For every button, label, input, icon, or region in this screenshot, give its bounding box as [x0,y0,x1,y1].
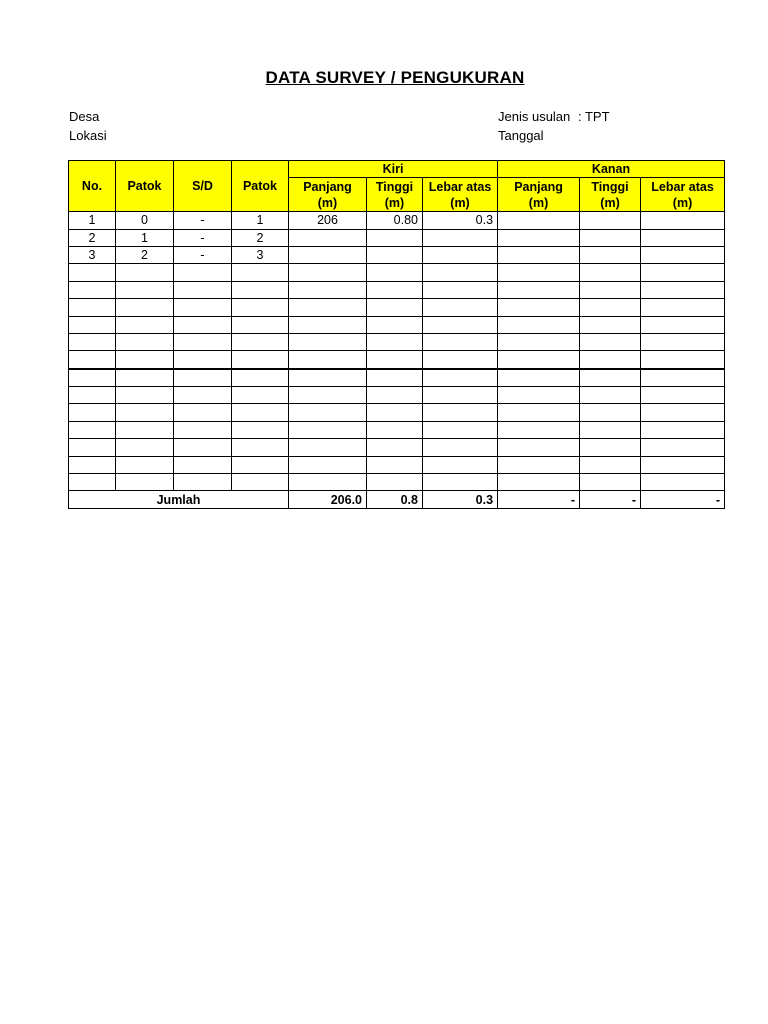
empty-cell [641,474,725,491]
empty-cell [641,404,725,421]
cell-patok-to: 3 [232,246,289,263]
table-row [69,281,725,298]
total-kanan-tinggi: - [580,491,641,508]
empty-cell [498,299,580,316]
empty-cell [498,333,580,350]
empty-cell [580,439,641,456]
empty-cell [69,404,116,421]
empty-cell [367,281,423,298]
cell-kiri-tinggi: 0.80 [367,212,423,229]
total-kiri-tinggi: 0.8 [367,491,423,508]
empty-cell [423,281,498,298]
empty-cell [641,439,725,456]
empty-cell [116,281,174,298]
header-kiri-tinggi: Tinggi [367,178,423,195]
empty-cell [498,421,580,438]
empty-rows [69,264,725,491]
empty-cell [69,316,116,333]
table-row [69,299,725,316]
header-sd: S/D [174,161,232,212]
cell-kiri-lebar: 0.3 [423,212,498,229]
empty-cell [116,404,174,421]
empty-cell [423,351,498,369]
empty-cell [174,281,232,298]
empty-cell [498,316,580,333]
total-kanan-lebar: - [641,491,725,508]
empty-cell [69,439,116,456]
cell-sd: - [174,229,232,246]
document-title: DATA SURVEY / PENGUKURAN [265,68,525,87]
empty-cell [174,474,232,491]
cell-kiri-tinggi [367,246,423,263]
empty-cell [116,264,174,281]
header-kiri-panjang: Panjang [289,178,367,195]
empty-cell [367,439,423,456]
header-no: No. [69,161,116,212]
cell-kanan-lebar [641,246,725,263]
total-kiri-panjang: 206.0 [289,491,367,508]
header-kiri: Kiri [289,161,498,178]
empty-cell [174,456,232,473]
jenis-usulan-value: : TPT [578,109,610,124]
empty-cell [580,281,641,298]
header-kiri-lebar: Lebar atas [423,178,498,195]
lokasi-label: Lokasi [69,128,107,143]
empty-cell [116,387,174,404]
empty-cell [289,351,367,369]
jenis-usulan-label: Jenis usulan [498,109,571,124]
empty-cell [580,404,641,421]
empty-cell [174,439,232,456]
empty-cell [232,264,289,281]
empty-cell [367,387,423,404]
survey-table-body [69,212,725,264]
empty-cell [641,421,725,438]
empty-cell [289,264,367,281]
cell-kanan-tinggi [580,229,641,246]
empty-cell [641,333,725,350]
empty-cell [116,439,174,456]
table-row [69,333,725,350]
empty-cell [580,474,641,491]
empty-cell [69,264,116,281]
empty-cell [232,421,289,438]
cell-kiri-panjang [289,229,367,246]
empty-cell [367,299,423,316]
cell-sd: - [174,246,232,263]
cell-kiri-lebar [423,246,498,263]
table-row [69,421,725,438]
empty-cell [580,421,641,438]
empty-cell [69,421,116,438]
empty-cell [289,421,367,438]
empty-cell [580,316,641,333]
empty-cell [580,369,641,387]
meta-left [69,107,107,145]
empty-cell [69,474,116,491]
header-kiri-panjang-unit: (m) [289,195,367,212]
empty-cell [116,474,174,491]
header-kanan-panjang-unit: (m) [498,195,580,212]
empty-cell [289,439,367,456]
empty-cell [580,264,641,281]
total-kanan-panjang: - [498,491,580,508]
cell-kanan-panjang [498,246,580,263]
cell-kanan-lebar [641,229,725,246]
empty-cell [289,333,367,350]
empty-cell [289,299,367,316]
empty-cell [580,456,641,473]
empty-cell [367,421,423,438]
empty-cell [641,369,725,387]
empty-cell [116,316,174,333]
empty-cell [69,351,116,369]
empty-cell [69,281,116,298]
header-kanan-lebar: Lebar atas [641,178,725,195]
empty-cell [232,439,289,456]
table-row [69,229,725,246]
empty-cell [232,474,289,491]
empty-cell [641,456,725,473]
empty-cell [423,316,498,333]
empty-cell [641,299,725,316]
table-row [69,351,725,369]
empty-cell [232,456,289,473]
empty-cell [580,299,641,316]
header-kanan-tinggi: Tinggi [580,178,641,195]
empty-cell [423,387,498,404]
empty-cell [116,333,174,350]
cell-patok-from: 1 [116,229,174,246]
empty-cell [69,369,116,387]
empty-cell [423,369,498,387]
header-kiri-lebar-unit: (m) [423,195,498,212]
empty-cell [423,474,498,491]
empty-cell [498,456,580,473]
cell-patok-from: 2 [116,246,174,263]
empty-cell [423,299,498,316]
empty-cell [423,439,498,456]
cell-kiri-panjang: 206 [289,212,367,229]
empty-cell [232,333,289,350]
empty-cell [174,299,232,316]
total-label: Jumlah [69,491,289,508]
empty-cell [423,404,498,421]
survey-table-footer [69,491,725,508]
header-patok-from: Patok [116,161,174,212]
table-row [69,439,725,456]
header-kanan-tinggi-unit: (m) [580,195,641,212]
tanggal-label: Tanggal [498,128,544,143]
empty-cell [289,404,367,421]
cell-kiri-lebar [423,229,498,246]
empty-cell [174,333,232,350]
empty-cell [498,387,580,404]
total-row [69,491,725,508]
empty-cell [69,456,116,473]
empty-cell [116,456,174,473]
cell-patok-to: 1 [232,212,289,229]
empty-cell [174,369,232,387]
empty-cell [641,264,725,281]
cell-kiri-panjang [289,246,367,263]
empty-cell [367,351,423,369]
empty-cell [498,404,580,421]
empty-cell [367,474,423,491]
empty-cell [289,474,367,491]
survey-table [68,160,725,509]
empty-cell [116,299,174,316]
empty-cell [498,369,580,387]
empty-cell [367,316,423,333]
empty-cell [232,351,289,369]
cell-patok-to: 2 [232,229,289,246]
header-kanan-lebar-unit: (m) [641,195,725,212]
cell-sd: - [174,212,232,229]
empty-cell [423,421,498,438]
empty-cell [367,264,423,281]
empty-cell [69,299,116,316]
header-patok-to: Patok [232,161,289,212]
empty-cell [174,316,232,333]
table-row [69,316,725,333]
empty-cell [367,456,423,473]
empty-cell [498,281,580,298]
header-kiri-tinggi-unit: (m) [367,195,423,212]
empty-cell [232,387,289,404]
empty-cell [580,387,641,404]
empty-cell [498,264,580,281]
table-row [69,369,725,387]
cell-no: 2 [69,229,116,246]
cell-kanan-tinggi [580,212,641,229]
empty-cell [232,299,289,316]
empty-cell [498,474,580,491]
empty-cell [174,351,232,369]
empty-cell [116,421,174,438]
empty-cell [367,333,423,350]
empty-cell [641,316,725,333]
empty-cell [174,404,232,421]
empty-cell [423,264,498,281]
table-row [69,264,725,281]
cell-no: 3 [69,246,116,263]
empty-cell [641,387,725,404]
cell-patok-from: 0 [116,212,174,229]
empty-cell [289,316,367,333]
empty-cell [289,281,367,298]
empty-cell [289,456,367,473]
table-row [69,474,725,491]
meta-right [498,107,610,145]
empty-cell [580,333,641,350]
empty-cell [232,281,289,298]
total-kiri-lebar: 0.3 [423,491,498,508]
table-row [69,246,725,263]
header-kanan: Kanan [498,161,725,178]
empty-cell [641,281,725,298]
empty-cell [174,264,232,281]
desa-label: Desa [69,109,100,124]
empty-cell [498,351,580,369]
empty-cell [116,369,174,387]
empty-cell [69,387,116,404]
empty-cell [116,351,174,369]
header-kanan-panjang: Panjang [498,178,580,195]
table-row [69,456,725,473]
table-row [69,404,725,421]
cell-kanan-panjang [498,229,580,246]
cell-kiri-tinggi [367,229,423,246]
empty-cell [174,387,232,404]
empty-cell [580,351,641,369]
empty-cell [423,456,498,473]
empty-cell [289,387,367,404]
table-row [69,387,725,404]
empty-cell [289,369,367,387]
cell-kanan-lebar [641,212,725,229]
empty-cell [367,369,423,387]
empty-cell [367,404,423,421]
empty-cell [69,333,116,350]
table-row [69,212,725,229]
empty-cell [641,351,725,369]
empty-cell [232,404,289,421]
empty-cell [498,439,580,456]
empty-cell [232,369,289,387]
empty-cell [423,333,498,350]
cell-no: 1 [69,212,116,229]
cell-kanan-panjang [498,212,580,229]
empty-cell [174,421,232,438]
cell-kanan-tinggi [580,246,641,263]
empty-cell [232,316,289,333]
